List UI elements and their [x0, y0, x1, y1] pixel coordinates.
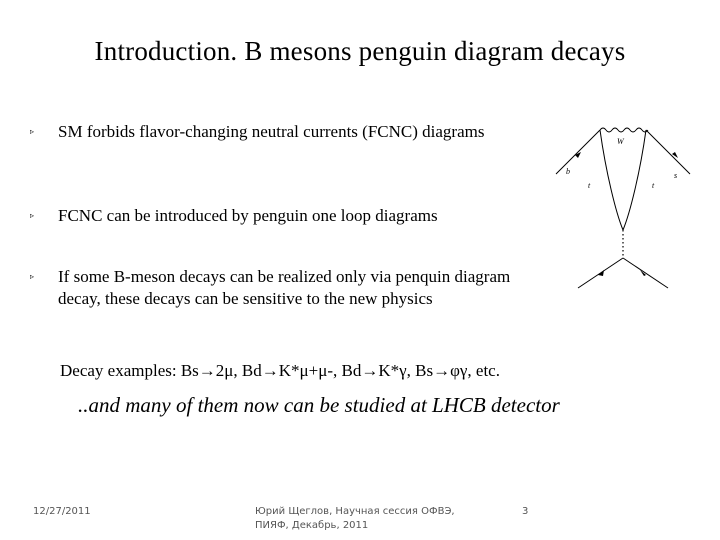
- diagram-label-t-right: t: [652, 181, 655, 190]
- slide-title: Introduction. B mesons penguin diagram decays: [94, 36, 626, 66]
- footer-author: Юрий Щеглов, Научная сессия ОФВЭ, ПИЯФ, Декабрь, 2011: [255, 506, 455, 531]
- decay-examples: Decay examples: Bs→2μ, Bd→K*μ+μ-, Bd→K*γ, Bs→φγ, etc.: [60, 361, 500, 380]
- diagram-label-s: s: [674, 171, 678, 180]
- footer-date: 12/27/2011: [33, 506, 91, 517]
- bullet-arrow-icon: ▹: [30, 127, 35, 136]
- bullet-text: FCNC can be introduced by penguin one loop diagrams: [58, 206, 438, 225]
- diagram-label-b: b: [566, 167, 570, 176]
- penguin-diagram: [548, 118, 698, 298]
- bullet-arrow-icon: ▹: [30, 211, 35, 220]
- diagram-label-t-left: t: [588, 181, 591, 190]
- diagram-label-w: W: [617, 137, 624, 146]
- lhcb-remark: ..and many of them now can be studied at LHCB detector: [78, 393, 560, 417]
- page-number: 3: [522, 506, 529, 517]
- bullet-text: If some B-meson decays can be realized only via penquin diagram decay, these decays can be sensitive to the new physics: [58, 267, 511, 308]
- bullet-text: SM forbids flavor-changing neutral currents (FCNC) diagrams: [58, 122, 485, 141]
- bullet-arrow-icon: ▹: [30, 272, 35, 281]
